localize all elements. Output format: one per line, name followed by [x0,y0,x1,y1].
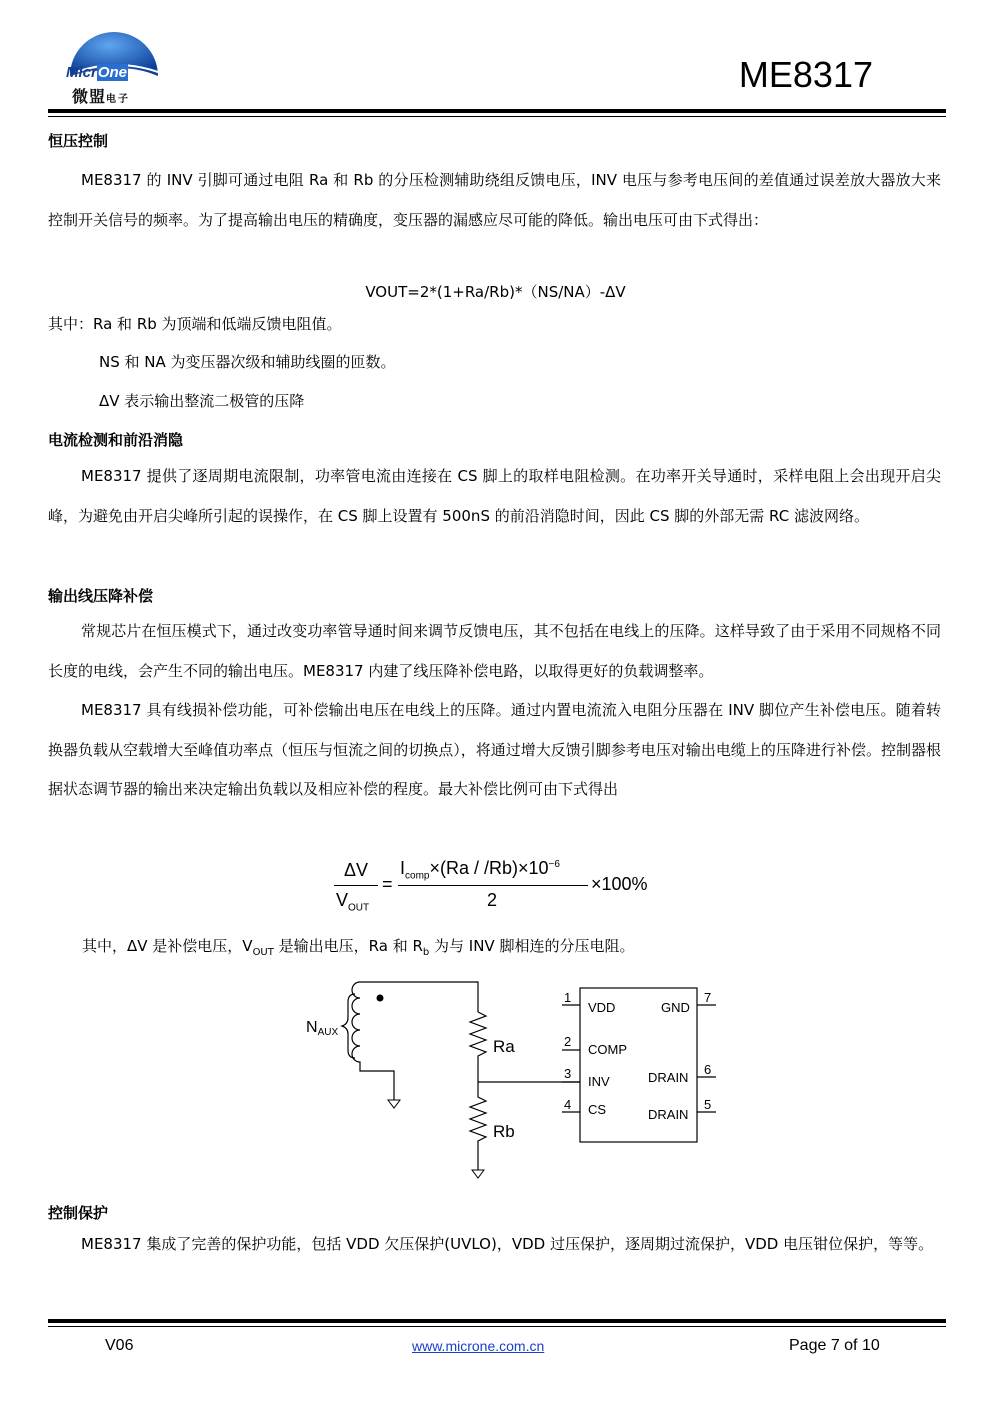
pin-name: VDD [588,1000,616,1015]
pin-name: DRAIN [648,1107,689,1122]
footer-rule-thin [48,1326,946,1327]
pin-name: COMP [588,1042,627,1057]
ground-symbol-2 [472,1170,484,1178]
pin-name: DRAIN [648,1070,689,1085]
logo-chinese: 微盟电子 [72,87,131,106]
pin-num: 5 [704,1097,712,1112]
header-rule [48,109,946,113]
polarity-dot [377,995,384,1002]
where-ns-na: NS 和 NA 为变压器次级和辅助线圈的匝数。 [99,353,396,371]
heading-cs: 电流检测和前沿消隐 [48,431,184,449]
pin-num: 6 [704,1062,712,1077]
resistor-rb [470,1082,486,1170]
formula-rhs-den: 2 [487,890,498,910]
heading-cv: 恒压控制 [48,132,109,150]
para-lc-2: ME8317 具有线损补偿功能，可补偿输出电压在电线上的压降。通过内置电流流入电阻分压器在 INV 脚位产生补偿电压。随着转换器负载从空载增大至峰值功率点（恒压与恒流之间的切换点），将通过增大反馈引脚参考电压对输出电缆上的压降进行补偿。控制器根据状态调节器的输出来决定输出负载以及相应补偿的程度。最大补偿比例可由下式得出 [48,701,941,798]
pin-name: GND [661,1000,690,1015]
pin-name: CS [588,1102,607,1117]
label-ra: Ra [493,1037,515,1056]
pin-num: 4 [564,1097,572,1112]
note-dv-vout: 其中，ΔV 是补偿电压，$V_{OUT}$ 是输出电压，Ra 和 $R_b$ 为与 INV 脚相连的分压电阻。 [82,937,635,958]
label-rb: Rb [493,1122,515,1141]
where-ra-rb: 其中：Ra 和 Rb 为顶端和低端反馈电阻值。 [48,315,342,333]
pin-num: 7 [704,990,712,1005]
model-number: ME8317 [738,54,873,95]
formula-lhs-bar [334,885,378,886]
aux-winding [352,982,394,1100]
footer-version: V06 [105,1337,134,1354]
logo-wordmark: MicrOne [66,64,128,81]
formula-rhs-num: $I_{comp}\times(Ra / /Rb)\times 10^{-6}$ [400,858,560,882]
para-lc-1: 常规芯片在恒压模式下，通过改变功率管导通时间来调节反馈电压，其不包括在电线上的压降。这样导致了由于采用不同规格不同长度的电线，会产生不同的输出电压。ME8317 内建了线压降补偿电路，以取得更好的负载调整率。 [48,622,941,680]
heading-protection: 控制保护 [48,1204,109,1222]
footer-rule [48,1319,946,1323]
para-protection: ME8317 集成了完善的保护功能，包括 VDD 欠压保护(UVLO)，VDD 过压保护，逐周期过流保护，VDD 电压钳位保护，等等。 [81,1235,934,1253]
formula-rhs-bar [398,885,588,886]
footer-page: Page 7 of 10 [789,1337,880,1354]
formula-lhs-den: $V_{OUT}$ [336,890,370,914]
para-cs: ME8317 提供了逐周期电流限制，功率管电流由连接在 CS 脚上的取样电阻检测。在功率开关导通时，采样电阻上会出现开启尖峰，为避免由开启尖峰所引起的误操作，在 CS 脚上设置有 500nS 的前沿消隐时间，因此 CS 脚的外部无需 RC 滤波网络。 [48,467,941,525]
ground-symbol-1 [388,1100,400,1108]
top-wire [376,982,478,1012]
circuit-diagram [300,972,730,1190]
footer-link-wrap [412,1338,544,1356]
pin-name: INV [588,1074,610,1089]
pin-num: 3 [564,1066,572,1081]
where-dv: ΔV 表示输出整流二极管的压降 [99,392,305,410]
heading-lc: 输出线压降补偿 [48,587,154,605]
resistor-ra [470,1012,486,1082]
header-rule-thin [48,116,946,117]
pin-num: 2 [564,1034,572,1049]
para-cv: ME8317 的 INV 引脚可通过电阻 Ra 和 Rb 的分压检测辅助绕组反馈电压，INV 电压与参考电压间的差值通过误差放大器放大来控制开关信号的频率。为了提高输出电压的精确度，变压器的漏感应尽可能的降低。输出电压可由下式得出： [48,171,941,229]
footer-url-link[interactable]: www.microne.com.cn [412,1338,545,1354]
formula-vout: VOUT=2*(1+Ra/Rb)*（NS/NA）-ΔV [365,283,626,301]
formula-eq: = [382,874,393,894]
formula-tail: ×100% [591,874,648,894]
compensation-formula [332,852,672,922]
pin-num: 1 [564,990,572,1005]
label-naux: NAUX [306,1019,339,1038]
formula-lhs-num: ΔV [344,860,369,880]
